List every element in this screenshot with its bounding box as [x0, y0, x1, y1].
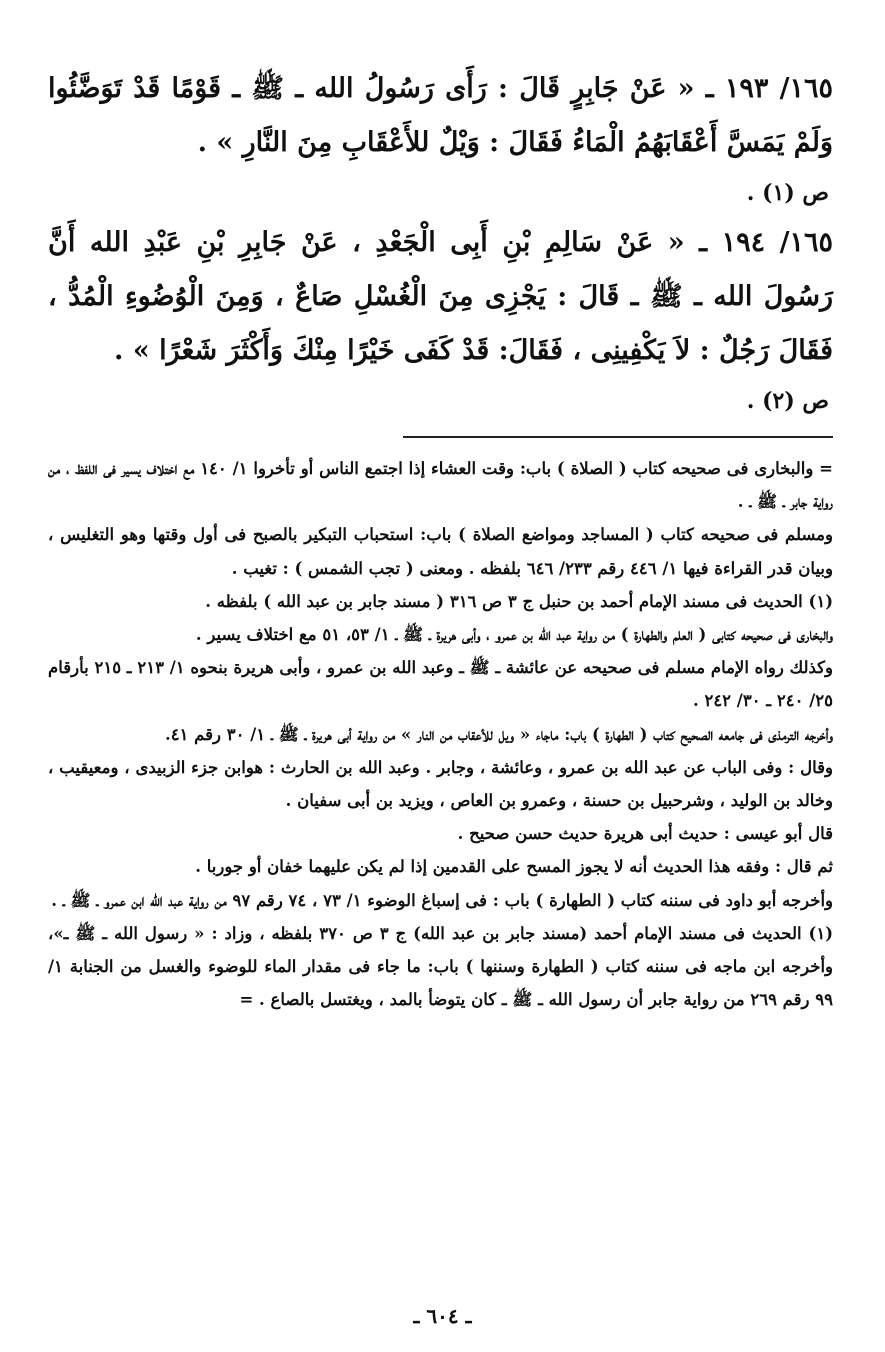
- hadith-193-source: ص (١) .: [746, 180, 829, 206]
- footnote-line: (١) الحديث فى مسند الإمام أحمد (مسند جابر بن عبد الله) ج ٣ ص ٣٧٠ بلفظه ، وزاد : « رسول الله ـ ﷺ ـ»، وأخرجه ابن ماجه فى سننه كتاب ( الطهارة وسننها ) باب: ما جاء فى مقدار الماء للوضوء والغسل من الجنابة ١/ ٩٩ رقم ٢٦٩ من رواية جابر أن رسول الله ـ ﷺ ـ كان يتوضأ بالمد ، ويغتسل بالصاع . =: [48, 923, 833, 1010]
- footnote-line: وأخرجه الترمذى فى جامعه الصحيح كتاب ( الطهارة ) باب: ماجاء « ويل للأعقاب من النار » من رواية أبى هريرة ـ ﷺ ـ ١/ ٣٠ رقم ٤١.: [164, 724, 833, 744]
- footnotes: [48, 452, 833, 1016]
- footnote-line: والبخارى فى صحيحه كتابى ( العلم والطهارة ) من رواية عبد الله بن عمرو ، وأبى هريرة ـ ﷺ ـ ١/ ٥٣، ٥١ مع اختلاف يسير .: [195, 625, 833, 645]
- hadith-text: [48, 62, 833, 424]
- footnote-line: (١) الحديث فى مسند الإمام أحمد بن حنبل ج ٣ ص ٣١٦ ( مسند جابر بن عبد الله ) بلفظه .: [205, 591, 833, 611]
- footnote-line: وكذلك رواه الإمام مسلم فى صحيحه عن عائشة ـ ﷺ ـ وعبد الله بن عمرو ، وأبى هريرة بنحوه ١/ ٢١٣ ـ ٢١٥ بأرقام ٢٥/ ٢٤٠ ـ ٣٠/ ٢٤٢ .: [48, 658, 833, 711]
- footnote-line: ومسلم فى صحيحه كتاب ( المساجد ومواضع الصلاة ) باب: استحباب التبكير بالصبح فى أول وقتها وهو التغليس ، وبيان قدر القراءة فيها ١/ ٤٤٦ رقم ٢٣٣/ ٦٤٦ بلفظه . ومعنى ( تجب الشمس ) : تغيب .: [48, 525, 833, 578]
- hadith-194-source: ص (٢) .: [746, 388, 829, 414]
- footnote-line: قال أبو عيسى : حديث أبى هريرة حديث حسن صحيح .: [457, 824, 833, 844]
- footnote-line: ثم قال : وفقه هذا الحديث أنه لا يجوز المسح على القدمين إذا لم يكن عليهما خفان أو جوربا .: [195, 857, 833, 877]
- footnote-line: وقال : وفى الباب عن عبد الله بن عمرو ، وعائشة ، وجابر . وعبد الله بن الحارث : هوابن جزء الزبيدى ، ومعيقيب ، وخالد بن الوليد ، وشرحبيل بن حسنة ، وعمرو بن العاص ، ويزيد بن أبى سفيان .: [48, 757, 833, 811]
- footnote-line: = والبخارى فى صحيحه كتاب ( الصلاة ) باب: وقت العشاء إذا اجتمع الناس أو تأخروا ١/ ١٤٠ مع اختلاف يسير فى اللفظ ، من رواية جابر ـ ﷺ ـ .: [48, 459, 833, 512]
- hadith-194: ١٦٥/ ١٩٤ ـ « عَنْ سَالِمِ بْنِ أَبِى الْجَعْدِ ، عَنْ جَابِرِ بْنِ عَبْدِ الله أَنَّ رَسُولَ الله ـ ﷺ ـ قَالَ : يَجْزِى مِنَ الْغُسْلِ صَاعٌ ، وَمِنَ الْوُضُوءِ الْمُدُّ ، فَقَالَ رَجُلٌ : لاَ يَكْفِينِى ، فَقَالَ: قَدْ كَفَى خَيْرًا مِنْكَ وَأَكْثَرَ شَعْرًا » .: [48, 227, 834, 366]
- hadith-193: ١٦٥/ ١٩٣ ـ « عَنْ جَابِرٍ قَالَ : رَأَى رَسُولُ الله ـ ﷺ ـ قَوْمًا قَدْ تَوَضَّئُوا وَلَمْ يَمَسَّ أَعْقَابَهُمُ الْمَاءُ فَقَالَ : وَيْلٌ للأَعْقَابِ مِنَ النَّارِ » .: [48, 73, 833, 158]
- page-number: ـ ٦٠٤ ـ: [413, 1304, 472, 1328]
- footnote-divider: [403, 436, 833, 438]
- footnote-line: وأخرجه أبو داود فى سننه كتاب ( الطهارة ) باب : فى إسباغ الوضوء ١/ ٧٣ ، ٧٤ رقم ٩٧ من رواية عبد الله ابن عمرو ـ ﷺ ـ .: [51, 890, 833, 910]
